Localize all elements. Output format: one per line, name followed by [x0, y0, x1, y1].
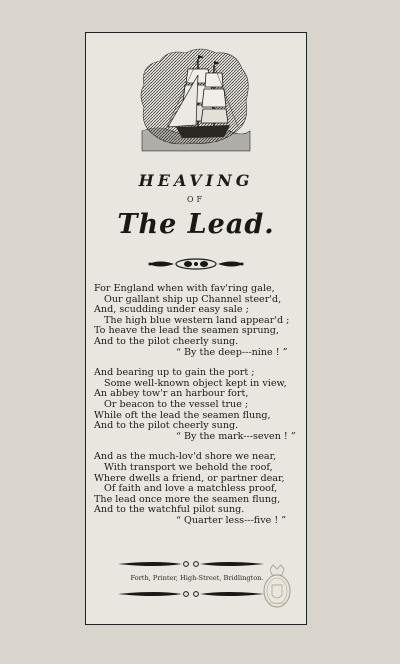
- verse-line: Our gallant ship up Channel steer'd,: [104, 293, 282, 305]
- verse-line: For England when with fav'ring gale,: [94, 283, 275, 294]
- title-heaving: HEAVING: [138, 171, 254, 190]
- rule-divider-top: [116, 559, 266, 569]
- verse-line: The high blue western land appear'd ;: [104, 314, 290, 326]
- refrain-line: “ By the mark---seven ! ”: [176, 430, 296, 442]
- title-the-lead: The Lead.: [117, 209, 275, 240]
- verse-line: An abbey tow'r an harbour fort,: [94, 388, 249, 400]
- verse-line: And, scudding under easy sale ;: [94, 304, 249, 316]
- verse-line: And to the pilot cheerly sung.: [94, 420, 239, 432]
- rule-divider-bottom: [116, 589, 266, 599]
- library-crest-stamp-icon: [262, 563, 292, 609]
- printer-imprint: Forth, Printer, High-Street, Bridlington.: [130, 574, 264, 582]
- broadside-sheet: [85, 32, 307, 625]
- verse-line: Of faith and love a matchless proof,: [104, 483, 278, 495]
- verse-line: Some well-known object kept in view,: [104, 377, 287, 389]
- stanza-1: [94, 284, 304, 358]
- verse-line: The lead once more the seamen flung,: [94, 493, 281, 505]
- verse-line: To heave the lead the seamen sprung,: [94, 325, 279, 337]
- title-of: OF: [186, 195, 206, 204]
- refrain-line: “ Quarter less---five ! ”: [176, 514, 287, 526]
- verse-line: Or beacon to the vessel true ;: [104, 398, 249, 410]
- verse-line: Where dwells a friend, or partner dear,: [94, 472, 285, 484]
- stanza-2: [94, 368, 304, 442]
- flourish-ornament-icon: [146, 257, 246, 271]
- verse-line: And as the much-lov'd shore we near,: [94, 451, 277, 463]
- verse-line: And bearing up to gain the port ;: [94, 367, 255, 379]
- verse-line: With transport we behold the roof,: [104, 461, 273, 473]
- refrain-line: “ By the deep---nine ! ”: [176, 346, 288, 358]
- verse-line: And to the pilot cheerly sung.: [94, 335, 239, 347]
- stanza-3: [94, 452, 304, 526]
- poem-text: [94, 284, 304, 536]
- verse-line: While oft the lead the seamen flung,: [94, 409, 271, 421]
- ship-illustration-icon: [138, 45, 252, 153]
- verse-line: And to the watchful pilot sung.: [94, 504, 245, 516]
